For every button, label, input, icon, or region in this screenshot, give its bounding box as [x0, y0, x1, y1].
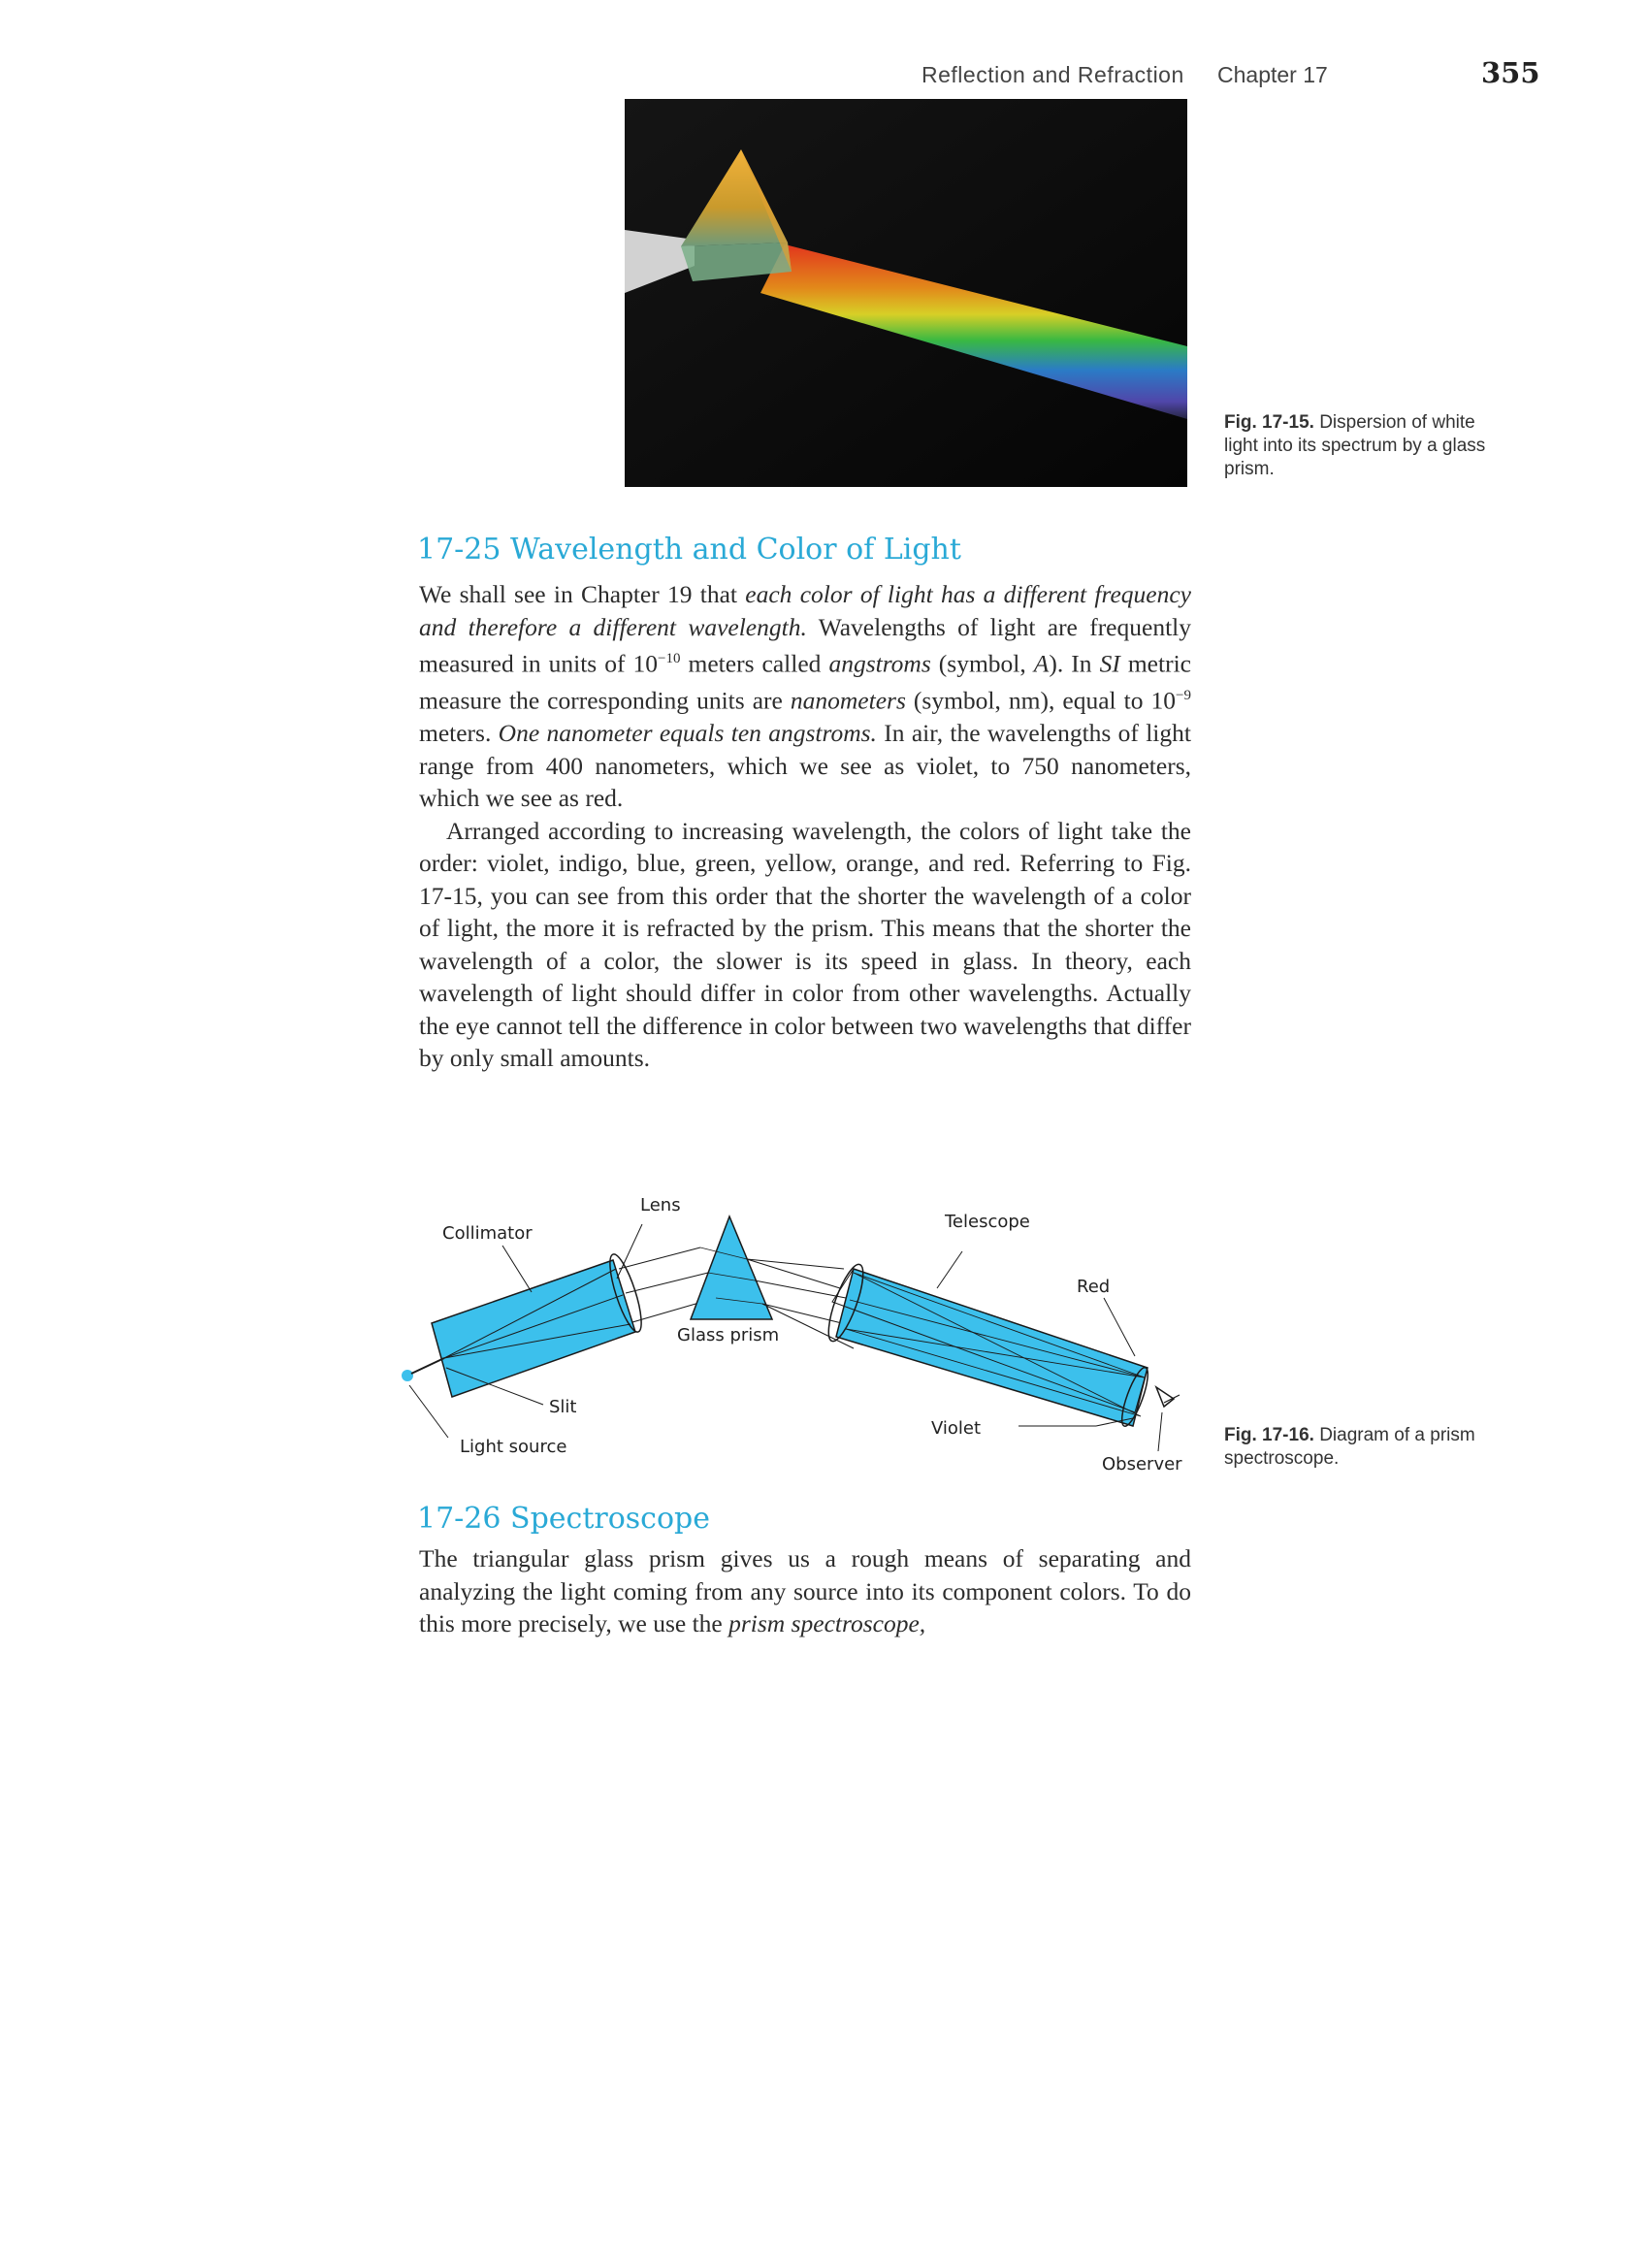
term-prism-spectroscope: prism spectroscope,	[728, 1609, 926, 1637]
prism-dispersion-photo	[625, 99, 1187, 487]
light-source-label: Light source	[460, 1437, 567, 1457]
red-label: Red	[1077, 1277, 1111, 1297]
emphasis-text: each color of light has a different frequency and therefore a different wavelength.	[419, 580, 1191, 641]
symbol-angstrom: A	[1033, 649, 1050, 678]
violet-label: Violet	[931, 1418, 982, 1439]
observer-eye-icon	[1156, 1387, 1174, 1407]
slit	[411, 1358, 444, 1374]
slit-label: Slit	[549, 1397, 577, 1417]
text-run: The triangular glass prism gives us a rough means of separating and analyzing the light coming from any source into its component colors. To do this more precisely, we use the	[419, 1544, 1191, 1637]
glass-prism	[691, 1216, 772, 1319]
figure-label: Fig. 17-15.	[1224, 412, 1314, 433]
text-run: (symbol, nm), equal to 10	[905, 686, 1177, 715]
caption-text: Dispersion of white	[1319, 412, 1475, 433]
term-angstroms: angstroms	[828, 649, 931, 678]
spectroscope-diagram	[398, 1183, 1203, 1494]
text-run: metric measure the corresponding units are	[419, 649, 1191, 715]
prism-dispersion-illustration	[625, 99, 1187, 487]
text-run: meters called	[680, 649, 829, 678]
collimator-label: Collimator	[442, 1223, 533, 1244]
running-title: Reflection and Refraction	[922, 62, 1184, 87]
section-body	[419, 1542, 1191, 1640]
glass-prism-label: Glass prism	[677, 1325, 780, 1345]
figure-caption-17-16	[1224, 1424, 1475, 1471]
term-si: SI	[1099, 649, 1120, 678]
text-run: In air, the wavelengths of light range from 400 nanometers, which we see as violet, to 750 nanometers, which we see as red.	[419, 719, 1191, 812]
paragraph	[419, 578, 1191, 815]
text-run: Wavelengths of light are frequently measured in units of 10	[419, 612, 1191, 678]
light-source-dot	[402, 1370, 413, 1381]
lens-label: Lens	[640, 1195, 681, 1215]
text-run: We shall see in Chapter 19 that	[419, 580, 746, 608]
paragraph	[419, 1542, 1191, 1640]
exponent: −9	[1176, 688, 1191, 703]
caption-text: Diagram of a prism	[1319, 1425, 1475, 1445]
caption-text: spectroscope.	[1224, 1448, 1340, 1469]
text-run: ). In	[1049, 649, 1100, 678]
telescope-label: Telescope	[945, 1212, 1030, 1232]
section-heading: 17-26 Spectroscope	[417, 1502, 711, 1536]
text-run: meters.	[419, 719, 499, 747]
caption-text: prism.	[1224, 459, 1275, 479]
figure-caption-17-15	[1224, 411, 1485, 481]
section-heading: 17-25 Wavelength and Color of Light	[417, 533, 961, 567]
caption-text: light into its spectrum by a glass	[1224, 436, 1486, 456]
page-number: 355	[1481, 56, 1540, 89]
term-nanometers: nanometers	[790, 686, 906, 715]
exponent: −10	[658, 651, 681, 666]
observer-label: Observer	[1102, 1454, 1182, 1474]
figure-label: Fig. 17-16.	[1224, 1425, 1314, 1445]
chapter-label: Chapter 17	[1217, 62, 1328, 87]
text-run: (symbol,	[930, 649, 1034, 678]
section-body	[419, 578, 1191, 1075]
paragraph: Arranged according to increasing wavelength, the colors of light take the order: violet, indigo, blue, green, yellow, orange, and red. Referring to Fig. 17-15, you can see from this order that the shorter the wavelength of a color of light, the more it is refracted by the prism. This means that the shorter the wavelength of a color, the slower is its speed in glass. In theory, each wavelength of light should differ in color from other wavelengths. Actually the eye cannot tell the difference in color between two wavelengths that differ by only small amounts.	[419, 816, 1191, 1072]
emphasis-text: One nanometer equals ten angstroms.	[498, 719, 877, 747]
